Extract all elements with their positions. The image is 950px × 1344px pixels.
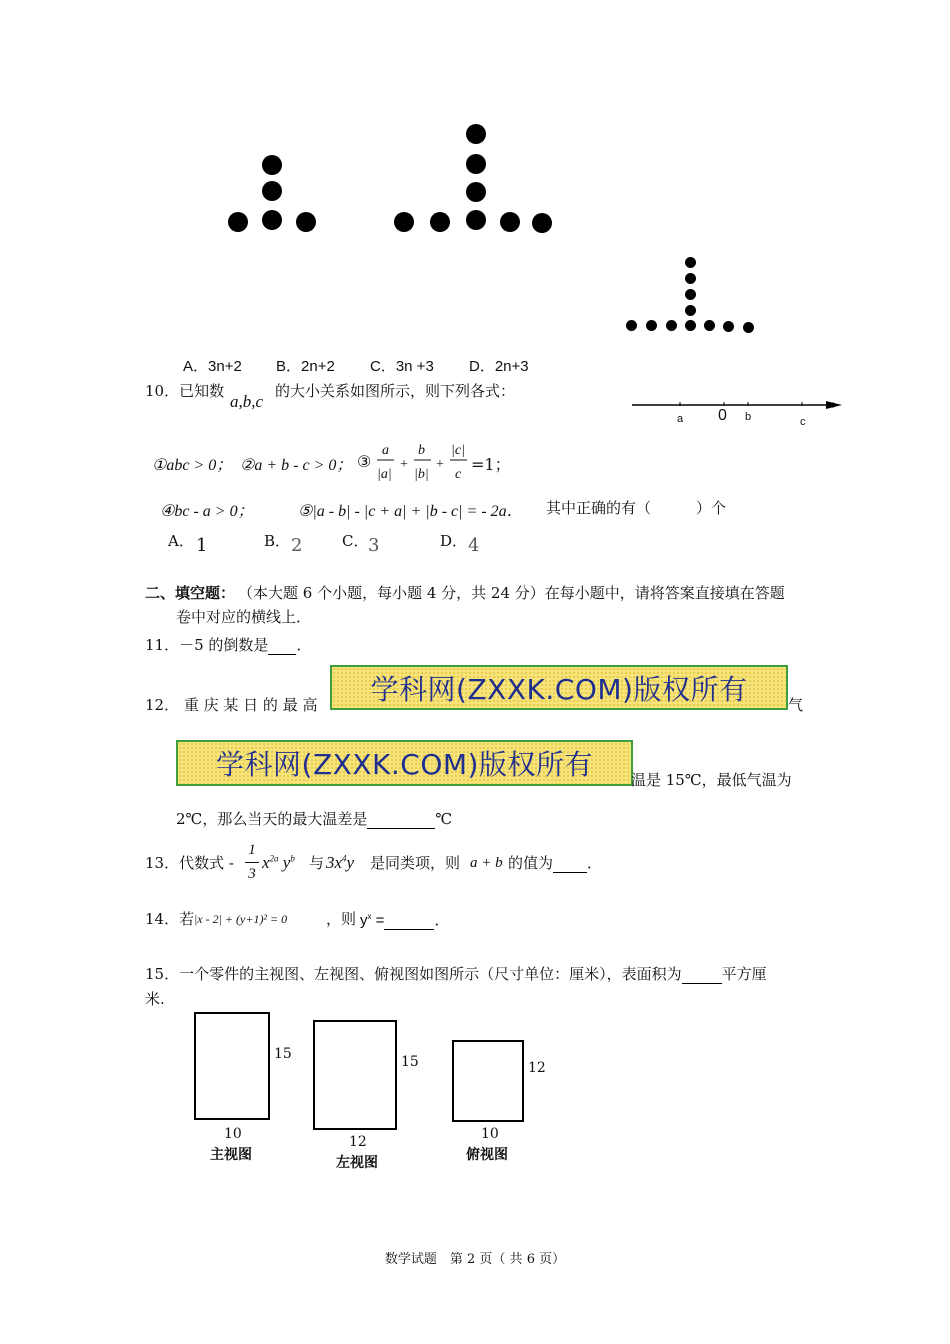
q13-term1-x: x xyxy=(262,853,270,872)
dot xyxy=(646,320,657,331)
q13-end xyxy=(508,852,602,873)
q15-text-end: 平方厘 xyxy=(721,965,767,983)
left-view-height: 15 xyxy=(401,1054,419,1070)
q13-answer-blank xyxy=(553,854,587,873)
dot xyxy=(466,154,486,174)
q15-text-body: 15．一个零件的主视图、左视图、俯视图如图所示（尺寸单位：厘米），表面积为 xyxy=(145,965,682,983)
q13-lead: 13．代数式 - xyxy=(145,854,234,872)
number-line-label-c: c xyxy=(800,416,806,428)
q14-y-var: y xyxy=(360,912,368,929)
q11-period: ． xyxy=(296,636,312,654)
q14-y-exp: x xyxy=(367,912,372,921)
q13-term2-y: y xyxy=(346,853,355,872)
q10-option-b: B． xyxy=(264,532,291,550)
front-view-rect xyxy=(194,1012,270,1120)
top-view-rect xyxy=(452,1040,524,1122)
q15-text xyxy=(145,963,767,984)
page-footer: 数学试题 第 2 页（ 共 6 页） xyxy=(384,1252,566,1267)
q10-statement-2: ②a + b - c > 0； xyxy=(240,457,353,474)
q12-trail: 气 xyxy=(788,696,804,714)
q13-frac-den: 3 xyxy=(248,866,256,882)
q13-term1-y: y xyxy=(282,853,291,872)
q11-answer-blank xyxy=(268,636,296,655)
q15-answer-blank xyxy=(682,965,722,984)
dot xyxy=(394,212,414,232)
dot xyxy=(262,155,282,175)
svg-text:|b|: |b| xyxy=(414,467,429,482)
q11 xyxy=(145,634,311,655)
q13-period: ． xyxy=(587,854,603,872)
q10-tail: 其中正确的有（ ）个 xyxy=(546,499,727,517)
dot xyxy=(743,322,754,333)
watermark-banner-2: 学科网(ZXXK.COM)版权所有 xyxy=(176,740,633,786)
q10-option-c-value: 3 xyxy=(368,535,380,556)
dot xyxy=(500,212,520,232)
q14-eq: = xyxy=(375,912,385,929)
q12-answer-blank xyxy=(367,810,435,829)
q10-option-c: C． xyxy=(342,532,369,550)
section-2-instructions-line2: 卷中对应的横线上． xyxy=(176,608,312,626)
dot xyxy=(532,213,552,233)
dot xyxy=(685,305,696,316)
q13-mid: 与 xyxy=(309,854,325,872)
q13-text: 是同类项，则 xyxy=(370,854,461,872)
section-2-heading: 二、填空题： xyxy=(145,584,236,602)
number-line-label-a: a xyxy=(677,413,684,425)
q10-suffix: 的大小关系如图所示，则下列各式： xyxy=(275,382,516,400)
q12-unit: ℃ xyxy=(435,810,453,828)
q10-option-d-value: 4 xyxy=(468,535,480,556)
q12-line3 xyxy=(176,808,452,829)
q14-lead: 14．若 xyxy=(145,910,195,928)
left-view-rect xyxy=(313,1020,397,1130)
q9-option-b: B．2n+2 xyxy=(276,358,335,375)
q14-answer-blank xyxy=(384,912,434,930)
dot xyxy=(262,181,282,201)
q10-option-a-value: 1 xyxy=(196,535,208,556)
q10-statement-5: ⑤|a - b| - |c + a| + |b - c| = - 2a． xyxy=(298,503,523,520)
q15-text-line2: 米. xyxy=(145,990,165,1008)
q9-option-c: C．3n +3 xyxy=(370,358,434,375)
dot xyxy=(626,320,637,331)
top-view-label: 俯视图 xyxy=(466,1147,508,1163)
q10-statement-1: ①abc > 0； xyxy=(152,457,233,474)
q14-expr: |x - 2| + (y+1)² = 0 xyxy=(194,912,288,926)
dot xyxy=(723,321,734,332)
svg-text:|a|: |a| xyxy=(377,467,392,482)
front-view-width: 10 xyxy=(224,1126,242,1142)
dot xyxy=(466,210,486,230)
dot xyxy=(685,320,696,331)
q13-end-text: 的值为 xyxy=(508,854,554,872)
front-view-label: 主视图 xyxy=(210,1147,252,1163)
dot xyxy=(466,124,486,144)
q10-statement-3-lead: ③ xyxy=(357,452,372,471)
number-line-label-zero: 0 xyxy=(718,407,727,424)
dot xyxy=(685,273,696,284)
q10-prefix: 10．已知数 xyxy=(145,382,225,400)
q13-term1 xyxy=(262,853,295,873)
q12-lead: 12． 重 庆 某 日 的 最 高 xyxy=(145,696,318,714)
dot xyxy=(666,320,677,331)
q10-option-d: D． xyxy=(440,532,468,550)
q13-expr: a + b xyxy=(470,855,503,871)
watermark-banner-1: 学科网(ZXXK.COM)版权所有 xyxy=(330,665,788,710)
q10-vars: a,b,c xyxy=(230,392,264,411)
q10-statement-4: ④bc - a > 0； xyxy=(160,503,254,520)
q10-statement-3-fractions xyxy=(374,438,474,488)
q13-frac-num: 1 xyxy=(248,842,256,858)
q14-then: ，则 xyxy=(326,910,357,928)
dot xyxy=(685,289,696,300)
dot xyxy=(466,182,486,202)
dot xyxy=(430,212,450,232)
q9-option-a: A．3n+2 xyxy=(183,358,242,375)
q12-line3-text: 2℃，那么当天的最大温差是 xyxy=(176,810,368,828)
q10-option-b-value: 2 xyxy=(291,535,303,556)
q13-term2 xyxy=(326,853,354,873)
dot xyxy=(704,320,715,331)
number-line-axis xyxy=(630,396,850,430)
front-view-height: 15 xyxy=(274,1046,292,1062)
svg-text:|c|: |c| xyxy=(451,443,465,458)
dot xyxy=(228,212,248,232)
left-view-label: 左视图 xyxy=(336,1155,378,1171)
svg-text:c: c xyxy=(455,467,462,482)
q13-term1-exp: 2a xyxy=(269,853,279,864)
q10-statement-3-end: =1； xyxy=(471,455,511,474)
q13-term2-x: 3x xyxy=(326,853,343,872)
q12-mid: 温是 15℃，最低气温为 xyxy=(631,771,792,789)
q9-option-d: D．2n+3 xyxy=(469,358,529,375)
dot xyxy=(685,257,696,268)
q13-term2-exp: 4 xyxy=(342,853,347,864)
dot xyxy=(296,212,316,232)
section-2-instructions: （本大题 6 个小题，每小题 4 分，共 24 分）在每小题中，请将答案直接填在答题 xyxy=(238,584,785,602)
q14-y xyxy=(360,909,449,930)
number-line-label-b: b xyxy=(745,411,752,423)
dot xyxy=(262,210,282,230)
left-view-width: 12 xyxy=(349,1134,367,1150)
svg-text:+: + xyxy=(436,457,444,472)
top-view-width: 10 xyxy=(481,1126,499,1142)
q14-period: ． xyxy=(434,912,450,929)
svg-text:+: + xyxy=(400,457,408,472)
svg-text:b: b xyxy=(418,443,425,458)
q11-text: 11．－5 的倒数是 xyxy=(145,636,269,654)
q10-option-a: A． xyxy=(168,532,194,550)
q13-frac-bar xyxy=(245,862,259,863)
top-view-height: 12 xyxy=(528,1060,546,1076)
svg-text:a: a xyxy=(382,443,389,458)
q13-term1-yexp: b xyxy=(290,853,295,864)
